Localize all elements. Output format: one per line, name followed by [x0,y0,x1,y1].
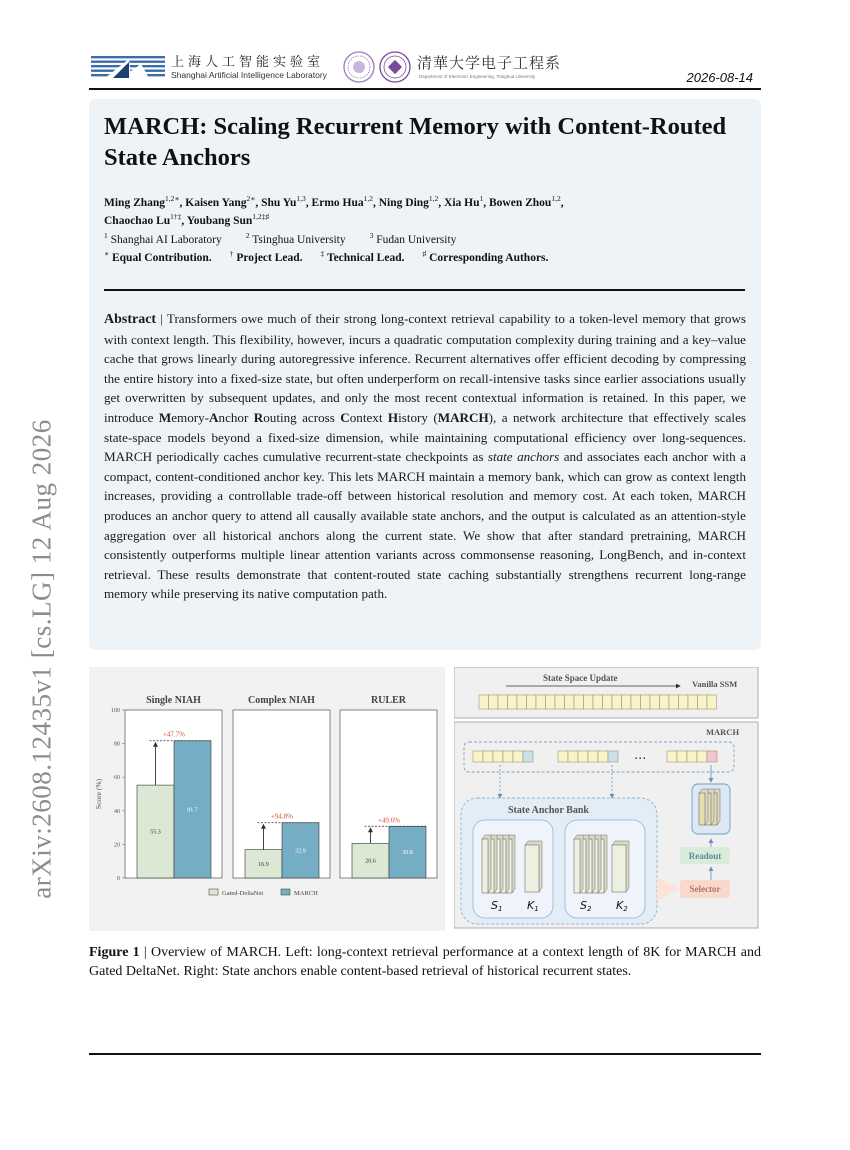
ssm-state-cell [669,695,679,709]
author-marks: 1,2∗ [165,194,180,204]
figure-bar-chart [89,667,445,931]
ssm-state-cell [555,695,565,709]
chunk-cell [568,751,578,762]
lab-name-zh: 上海人工智能实验室 [171,55,325,70]
bar-value-label: 32.9 [295,848,306,855]
vanilla-ssm-state-cells [479,695,717,709]
panel-title: Single NIAH [146,695,201,706]
ssm-state-cell [489,695,499,709]
ssm-state-cell [679,695,689,709]
abstract-text: Transformers owe much of their strong long-context retrieval capability to a token-level memory that grows with context length. This flexibility, however, incurs a quadratic computation complexity during training and a key–value cache that grows linearly during autoregressive inference. Recurrent alternatives offer efficient decoding by compressing the entire history into a fixed-size state, but often underperform on recall-intensive tasks since earlier associations usually get overwritten by subsequent updates, and only the most recent contextual information is retained. In this paper, we introduce [104,311,746,425]
anchor-key-2-label: K2 [616,899,628,913]
gain-label: +49.6% [377,816,401,825]
author-name [104,194,180,209]
ssm-state-cell [517,695,527,709]
anchor-state-1-label: S1 [491,899,503,913]
stack-slab [574,839,580,893]
chunk-cell [667,751,677,762]
abstract [104,309,746,604]
author-marks: 1,2 [363,194,373,204]
department-seal-icon [379,51,411,83]
author-marks: 1 [479,194,484,204]
author-marks: 1†‡ [170,212,182,222]
title-abstract-box [89,99,761,650]
footer-rule [89,1053,761,1055]
chunk-cell [608,751,618,762]
readout-label: Readout [688,851,722,861]
author-name-text: Youbang Sun [186,215,253,227]
panel-title: Complex NIAH [248,695,315,706]
abstract-label: Abstract [104,312,157,327]
author-name-text: Ning Ding [378,197,429,209]
author-marks: 2∗ [246,194,256,204]
chunk-cell [483,751,493,762]
state-anchor-bank-label: State Anchor Bank [508,805,589,816]
author-name [186,212,270,227]
author-name [444,194,484,209]
ssm-state-cell [698,695,708,709]
author-list: Ming Zhang$^{1,2∗}$, Kaisen Yang$^{2∗}$, Shu Yu$^{1,3}$, Ermo Hua$^{1,2}$, Ning Ding$^{1,2}$, Xia Hu$^1$, Bowen Zhou$^{1,2}$, Chaochao $Lu^{1\dagger\ddagger}$, Youbang Sun$^{1,2\ddagger♯}$ [104,194,564,227]
anchor-state-2-label: S2 [580,899,592,913]
figure-caption-text: Overview of MARCH. Left: long-context retrieval performance at a context length of 8K for MARCH and Gated DeltaNet. Right: State anchors enable content-based retrieval of historical recurrent states. [89,945,761,979]
y-tick-label: 100 [111,708,120,714]
recurrent-state-chunks [473,751,717,762]
contribution-note: † Project Lead. [229,249,303,264]
ssm-state-cell [612,695,622,709]
bar-value-label: 55.3 [150,829,161,836]
figure-caption: Figure 1 | Overview of MARCH. Left: long-context retrieval performance at a context length of 8K for MARCH and Gated DeltaNet. Right: State anchors enable content-based retrieval of historical recurrent states. [89,945,761,979]
anchor-key-1-label: K1 [527,899,539,913]
affiliation-list [104,231,480,246]
ssm-state-cell [660,695,670,709]
chunk-cell [588,751,598,762]
legend-swatch [209,889,218,895]
author-name-text: Shu Yu [261,197,297,209]
abstract-text: H [387,409,399,425]
lab-name-en: Shanghai Artificial Intelligence Laboratory [171,70,327,80]
ssm-state-cell [574,695,584,709]
y-axis-label: Score (%) [94,778,103,810]
chunk-cell [677,751,687,762]
author-name-text: Ming Zhang [104,197,166,209]
abstract-text: ontext [349,409,388,425]
author-name-text: Bowen Zhou [489,197,552,209]
figure-caption-label: Figure 1 [89,945,140,960]
ssm-state-cell [650,695,660,709]
ssm-state-cell [498,695,508,709]
ssm-state-cell [688,695,698,709]
y-tick-label: 60 [114,775,120,782]
chunk-cell [707,751,717,762]
y-tick-label: 80 [114,741,120,748]
author-marks: 1,2‡♯ [252,212,270,222]
ssm-state-cell [479,695,489,709]
legend-label: Gated-DeltaNet [222,890,264,897]
panel-title: RULER [370,695,407,706]
ssm-state-cell [546,695,556,709]
paper-title: MARCH: Scaling Recurrent Memory with Content-Routed State Anchors [104,113,727,171]
abstract-text: M [158,409,172,425]
abstract-text: emory- [171,409,210,425]
chunk-cell [598,751,608,762]
chunk-cell [687,751,697,762]
abstract-text: A [209,409,219,425]
dept-name-en: Department of Electronic Engineering, Tsinghua University [419,74,536,79]
publication-date: 2026-08-14 [686,70,753,85]
y-tick-label: 40 [114,808,120,815]
legend-swatch [281,889,290,895]
contribution-note: ♯ Corresponding Authors. [422,249,549,264]
abstract-text: istory ( [398,409,438,425]
author-marks: 1,3 [296,194,306,204]
bar-value-label: 81.7 [187,807,198,814]
abstract-text: C [340,409,350,425]
ssm-state-cell [565,695,575,709]
author-name [185,194,256,209]
ssm-state-cell [622,695,632,709]
ssm-state-cell [641,695,651,709]
bar-value-label: 16.9 [258,861,269,868]
vanilla-ssm-label: Vanilla SSM [692,679,738,689]
ssm-state-cell [593,695,603,709]
legend-label: MARCH [294,890,318,897]
abstract-text: outing across [263,409,341,425]
ssm-state-cell [508,695,518,709]
bar-value-label: 30.8 [402,850,413,857]
affiliation: $^3$ Fudan University [369,231,457,246]
author-name [378,194,439,209]
chunk-cell [558,751,568,762]
contribution-note: ∗ Equal Contribution. [104,249,212,264]
stack-slab [525,845,539,892]
current-state-stack [699,789,720,825]
gain-label: +47.7% [162,730,186,739]
architecture-diagram-svg [454,667,761,931]
figure-architecture-diagram [454,667,761,931]
chunk-cell [697,751,707,762]
shanghai-ai-lab-logo-icon [91,54,165,80]
affiliation: $^2$ Tsinghua University [245,231,346,246]
abstract-text: state anchors [487,449,560,465]
stack-slab [699,793,705,825]
selector-label: Selector [689,884,721,894]
ssm-state-cell [536,695,546,709]
abstract-text: ), a network architecture that effectively scales state-space models beyond a fixed-size dimension, while maintaining computational efficiency over long-sequences. MARCH periodically caches cumulative recurrent-state checkpoints as [104,409,746,465]
stack-slab [482,839,488,893]
arxiv-identifier: arXiv:2608.12435v1 [cs.LG] 12 Aug 2026 [26,419,57,899]
ssm-state-cell [631,695,641,709]
abstract-divider [104,289,745,291]
march-panel-label: MARCH [706,727,740,737]
chunk-cell [503,751,513,762]
author-name [489,194,561,209]
abstract-text: MARCH [437,409,489,425]
author-name [104,212,182,227]
bar-value-label: 20.6 [365,858,376,865]
chunks-ellipsis: ··· [634,752,647,767]
abstract-text: R [253,409,264,425]
chunk-cell [578,751,588,762]
ssm-state-cell [584,695,594,709]
contribution-note: ‡ Technical Lead. [320,249,405,264]
stack-slab [612,845,626,892]
author-marks: 1,2 [551,194,561,204]
contribution-notes [104,249,566,264]
gain-label: +94.8% [270,812,294,821]
author-name [261,194,306,209]
bar-chart-svg [89,667,445,931]
abstract-separator: | [156,311,167,326]
chunk-cell [523,751,533,762]
dept-name-zh: 清華大学电子工程系 [417,54,562,72]
author-name-text: Chaochao Lu [104,215,171,227]
page-header [89,50,761,90]
abstract-text: nchor [218,409,254,425]
chunk-cell [513,751,523,762]
y-tick-label: 0 [117,876,120,882]
author-name-text: Kaisen Yang [185,197,247,209]
affiliation: $^1$ Shanghai AI Laboratory [104,231,222,246]
abstract-text: and associates each anchor with a compact, content-conditioned anchor key. This lets MARCH maintain a memory bank, which can grow as context length increases, providing a controllable trade-off between historical resolution and memory cost. At each token, MARCH produces an anchor query to attend all causally available state anchors, and the output is calculated as an attention-style aggregation over all historical anchors along the current state. We show that after standard pretraining, MARCH consistently outperforms multiple linear attention variants across commonsense reasoning, LongBench, and in-context retrieval. These results demonstrate that content-routed state caching substantially strengthens recurrent long-range memory while preserving its native computation path. [104,449,746,602]
ssm-state-cell [603,695,613,709]
author-name-text: Xia Hu [444,197,480,209]
author-name-text: Ermo Hua [311,197,364,209]
ssm-state-cell [707,695,717,709]
y-tick-label: 20 [114,842,120,849]
ssm-state-cell [527,695,537,709]
chunk-cell [473,751,483,762]
state-space-update-label: State Space Update [543,673,618,683]
chunk-cell [493,751,503,762]
university-seal-icon [343,51,375,83]
author-marks: 1,2 [428,194,439,204]
author-name [311,194,373,209]
